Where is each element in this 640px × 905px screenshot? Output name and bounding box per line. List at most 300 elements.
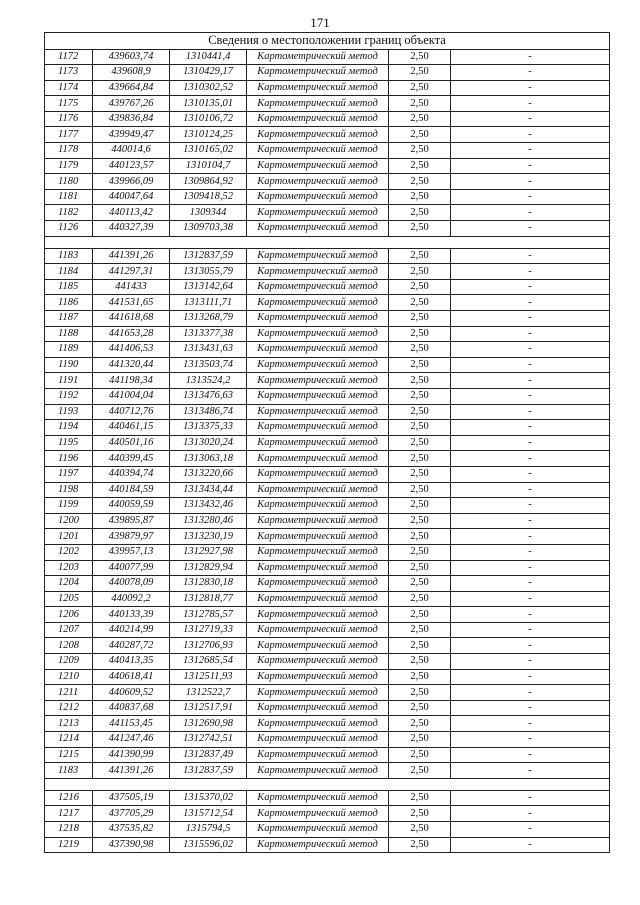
point-number-cell: 1189 [45,342,93,358]
table-row [45,654,610,670]
x-coordinate-cell: 441391,26 [93,763,170,779]
description-cell: - [451,65,610,81]
y-coordinate-cell: 1312830,18 [170,576,247,592]
point-number-cell: 1205 [45,591,93,607]
x-coordinate-cell: 441320,44 [93,357,170,373]
precision-cell: 2,50 [389,513,451,529]
method-cell: Картометрический метод [247,264,389,280]
precision-cell: 2,50 [389,111,451,127]
x-coordinate-cell: 439879,97 [93,529,170,545]
x-coordinate-cell: 441406,53 [93,342,170,358]
y-coordinate-cell: 1309418,52 [170,189,247,205]
table-row [45,221,610,237]
y-coordinate-cell: 1309344 [170,205,247,221]
precision-cell: 2,50 [389,732,451,748]
method-cell: Картометрический метод [247,607,389,623]
point-number-cell: 1219 [45,837,93,853]
point-number-cell: 1209 [45,654,93,670]
point-number-cell: 1204 [45,576,93,592]
x-coordinate-cell: 439603,74 [93,49,170,65]
y-coordinate-cell: 1310104,7 [170,158,247,174]
x-coordinate-cell: 439608,9 [93,65,170,81]
precision-cell: 2,50 [389,295,451,311]
x-coordinate-cell: 440092,2 [93,591,170,607]
table-row [45,747,610,763]
y-coordinate-cell: 1312511,93 [170,669,247,685]
precision-cell: 2,50 [389,716,451,732]
point-number-cell: 1211 [45,685,93,701]
method-cell: Картометрический метод [247,295,389,311]
precision-cell: 2,50 [389,654,451,670]
table-row [45,127,610,143]
point-number-cell: 1218 [45,822,93,838]
point-number-cell: 1212 [45,700,93,716]
method-cell: Картометрический метод [247,451,389,467]
x-coordinate-cell: 439664,84 [93,80,170,96]
precision-cell: 2,50 [389,685,451,701]
method-cell: Картометрический метод [247,221,389,237]
y-coordinate-cell: 1309703,38 [170,221,247,237]
description-cell: - [451,466,610,482]
y-coordinate-cell: 1313063,18 [170,451,247,467]
description-cell: - [451,560,610,576]
group-separator-row [45,778,610,790]
x-coordinate-cell: 440399,45 [93,451,170,467]
point-number-cell: 1206 [45,607,93,623]
y-coordinate-cell: 1313220,66 [170,466,247,482]
table-row [45,326,610,342]
x-coordinate-cell: 441390,99 [93,747,170,763]
y-coordinate-cell: 1313503,74 [170,357,247,373]
table-row [45,205,610,221]
table-row [45,404,610,420]
point-number-cell: 1208 [45,638,93,654]
precision-cell: 2,50 [389,591,451,607]
precision-cell: 2,50 [389,158,451,174]
description-cell: - [451,591,610,607]
method-cell: Картометрический метод [247,747,389,763]
table-row [45,669,610,685]
precision-cell: 2,50 [389,529,451,545]
table-row [45,80,610,96]
precision-cell: 2,50 [389,790,451,806]
point-number-cell: 1188 [45,326,93,342]
point-number-cell: 1198 [45,482,93,498]
y-coordinate-cell: 1312837,49 [170,747,247,763]
point-number-cell: 1217 [45,806,93,822]
point-number-cell: 1178 [45,143,93,159]
precision-cell: 2,50 [389,482,451,498]
y-coordinate-cell: 1310106,72 [170,111,247,127]
precision-cell: 2,50 [389,127,451,143]
table-row [45,111,610,127]
x-coordinate-cell: 441198,34 [93,373,170,389]
method-cell: Картометрический метод [247,669,389,685]
method-cell: Картометрический метод [247,837,389,853]
table-row [45,638,610,654]
x-coordinate-cell: 440413,35 [93,654,170,670]
precision-cell: 2,50 [389,189,451,205]
y-coordinate-cell: 1313055,79 [170,264,247,280]
y-coordinate-cell: 1312719,33 [170,622,247,638]
table-row [45,248,610,264]
description-cell: - [451,435,610,451]
x-coordinate-cell: 440123,57 [93,158,170,174]
y-coordinate-cell: 1315794,5 [170,822,247,838]
table-row [45,529,610,545]
y-coordinate-cell: 1312785,57 [170,607,247,623]
description-cell: - [451,669,610,685]
description-cell: - [451,373,610,389]
table-row [45,837,610,853]
page-number: 171 [310,15,330,30]
table-row [45,342,610,358]
method-cell: Картометрический метод [247,498,389,514]
table-row [45,482,610,498]
method-cell: Картометрический метод [247,466,389,482]
table-row [45,716,610,732]
y-coordinate-cell: 1313280,46 [170,513,247,529]
x-coordinate-cell: 439895,87 [93,513,170,529]
precision-cell: 2,50 [389,80,451,96]
table-row [45,357,610,373]
y-coordinate-cell: 1313377,38 [170,326,247,342]
y-coordinate-cell: 1313431,63 [170,342,247,358]
precision-cell: 2,50 [389,763,451,779]
method-cell: Картометрический метод [247,576,389,592]
point-number-cell: 1195 [45,435,93,451]
description-cell: - [451,451,610,467]
point-number-cell: 1183 [45,763,93,779]
description-cell: - [451,248,610,264]
description-cell: - [451,80,610,96]
point-number-cell: 1179 [45,158,93,174]
description-cell: - [451,576,610,592]
point-number-cell: 1192 [45,388,93,404]
precision-cell: 2,50 [389,451,451,467]
x-coordinate-cell: 440077,99 [93,560,170,576]
y-coordinate-cell: 1313476,63 [170,388,247,404]
y-coordinate-cell: 1310165,02 [170,143,247,159]
method-cell: Картометрический метод [247,342,389,358]
description-cell: - [451,837,610,853]
precision-cell: 2,50 [389,174,451,190]
group-separator-row [45,236,610,248]
point-number-cell: 1210 [45,669,93,685]
point-number-cell: 1203 [45,560,93,576]
precision-cell: 2,50 [389,638,451,654]
precision-cell: 2,50 [389,388,451,404]
method-cell: Картометрический метод [247,622,389,638]
point-number-cell: 1177 [45,127,93,143]
description-cell: - [451,96,610,112]
precision-cell: 2,50 [389,373,451,389]
x-coordinate-cell: 440501,16 [93,435,170,451]
description-cell: - [451,747,610,763]
method-cell: Картометрический метод [247,111,389,127]
point-number-cell: 1180 [45,174,93,190]
method-cell: Картометрический метод [247,482,389,498]
point-number-cell: 1194 [45,420,93,436]
table-row [45,158,610,174]
point-number-cell: 1186 [45,295,93,311]
y-coordinate-cell: 1313230,19 [170,529,247,545]
point-number-cell: 1200 [45,513,93,529]
table-row [45,607,610,623]
method-cell: Картометрический метод [247,529,389,545]
precision-cell: 2,50 [389,143,451,159]
group-separator-cell [45,236,610,248]
y-coordinate-cell: 1312690,98 [170,716,247,732]
table-row [45,700,610,716]
y-coordinate-cell: 1312829,94 [170,560,247,576]
y-coordinate-cell: 1312517,91 [170,700,247,716]
table-row [45,763,610,779]
method-cell: Картометрический метод [247,80,389,96]
y-coordinate-cell: 1310124,25 [170,127,247,143]
description-cell: - [451,822,610,838]
description-cell: - [451,732,610,748]
x-coordinate-cell: 440327,39 [93,221,170,237]
method-cell: Картометрический метод [247,373,389,389]
precision-cell: 2,50 [389,221,451,237]
description-cell: - [451,279,610,295]
table-row [45,189,610,205]
method-cell: Картометрический метод [247,174,389,190]
method-cell: Картометрический метод [247,127,389,143]
table-row [45,388,610,404]
x-coordinate-cell: 440214,99 [93,622,170,638]
description-cell: - [451,498,610,514]
precision-cell: 2,50 [389,311,451,327]
description-cell: - [451,654,610,670]
x-coordinate-cell: 441247,46 [93,732,170,748]
description-cell: - [451,388,610,404]
description-cell: - [451,806,610,822]
method-cell: Картометрический метод [247,822,389,838]
x-coordinate-cell: 441297,31 [93,264,170,280]
method-cell: Картометрический метод [247,357,389,373]
method-cell: Картометрический метод [247,205,389,221]
point-number-cell: 1174 [45,80,93,96]
x-coordinate-cell: 439767,26 [93,96,170,112]
method-cell: Картометрический метод [247,158,389,174]
method-cell: Картометрический метод [247,591,389,607]
method-cell: Картометрический метод [247,716,389,732]
method-cell: Картометрический метод [247,404,389,420]
method-cell: Картометрический метод [247,560,389,576]
y-coordinate-cell: 1312818,77 [170,591,247,607]
method-cell: Картометрический метод [247,732,389,748]
description-cell: - [451,529,610,545]
method-cell: Картометрический метод [247,326,389,342]
table-row [45,466,610,482]
y-coordinate-cell: 1313432,46 [170,498,247,514]
table-row [45,560,610,576]
method-cell: Картометрический метод [247,544,389,560]
table-row [45,65,610,81]
x-coordinate-cell: 439957,13 [93,544,170,560]
method-cell: Картометрический метод [247,248,389,264]
x-coordinate-cell: 440184,59 [93,482,170,498]
precision-cell: 2,50 [389,607,451,623]
precision-cell: 2,50 [389,357,451,373]
x-coordinate-cell: 441004,04 [93,388,170,404]
precision-cell: 2,50 [389,669,451,685]
point-number-cell: 1172 [45,49,93,65]
point-number-cell: 1193 [45,404,93,420]
point-number-cell: 1190 [45,357,93,373]
method-cell: Картометрический метод [247,388,389,404]
y-coordinate-cell: 1313142,64 [170,279,247,295]
precision-cell: 2,50 [389,248,451,264]
point-number-cell: 1187 [45,311,93,327]
precision-cell: 2,50 [389,420,451,436]
table-row [45,451,610,467]
description-cell: - [451,763,610,779]
method-cell: Картометрический метод [247,311,389,327]
description-cell: - [451,513,610,529]
description-cell: - [451,264,610,280]
point-number-cell: 1184 [45,264,93,280]
table-row [45,373,610,389]
table-row [45,311,610,327]
description-cell: - [451,342,610,358]
method-cell: Картометрический метод [247,654,389,670]
description-cell: - [451,544,610,560]
table-row [45,806,610,822]
x-coordinate-cell: 440461,15 [93,420,170,436]
description-cell: - [451,326,610,342]
precision-cell: 2,50 [389,806,451,822]
y-coordinate-cell: 1313020,24 [170,435,247,451]
table-title: Сведения о местоположении границ объекта [45,33,610,50]
method-cell: Картометрический метод [247,790,389,806]
y-coordinate-cell: 1313375,33 [170,420,247,436]
precision-cell: 2,50 [389,822,451,838]
precision-cell: 2,50 [389,279,451,295]
description-cell: - [451,700,610,716]
point-number-cell: 1191 [45,373,93,389]
y-coordinate-cell: 1312742,51 [170,732,247,748]
table-row [45,435,610,451]
table-row [45,295,610,311]
table-row [45,544,610,560]
point-number-cell: 1216 [45,790,93,806]
table-body [45,49,610,853]
description-cell: - [451,221,610,237]
method-cell: Картометрический метод [247,435,389,451]
table-row [45,143,610,159]
precision-cell: 2,50 [389,342,451,358]
precision-cell: 2,50 [389,622,451,638]
description-cell: - [451,357,610,373]
point-number-cell: 1126 [45,221,93,237]
x-coordinate-cell: 440394,74 [93,466,170,482]
method-cell: Картометрический метод [247,279,389,295]
description-cell: - [451,482,610,498]
table-row [45,264,610,280]
y-coordinate-cell: 1312927,98 [170,544,247,560]
point-number-cell: 1175 [45,96,93,112]
precision-cell: 2,50 [389,498,451,514]
table-row [45,790,610,806]
table-row [45,732,610,748]
description-cell: - [451,174,610,190]
table-title-row [45,33,610,50]
x-coordinate-cell: 437390,98 [93,837,170,853]
description-cell: - [451,716,610,732]
x-coordinate-cell: 441618,68 [93,311,170,327]
table-row [45,576,610,592]
x-coordinate-cell: 441531,65 [93,295,170,311]
table-row [45,513,610,529]
method-cell: Картометрический метод [247,143,389,159]
description-cell: - [451,295,610,311]
x-coordinate-cell: 441433 [93,279,170,295]
description-cell: - [451,158,610,174]
precision-cell: 2,50 [389,326,451,342]
y-coordinate-cell: 1315370,02 [170,790,247,806]
precision-cell: 2,50 [389,205,451,221]
point-number-cell: 1197 [45,466,93,482]
x-coordinate-cell: 440078,09 [93,576,170,592]
x-coordinate-cell: 440837,68 [93,700,170,716]
group-separator-cell [45,778,610,790]
method-cell: Картометрический метод [247,513,389,529]
x-coordinate-cell: 441391,26 [93,248,170,264]
y-coordinate-cell: 1312706,93 [170,638,247,654]
point-number-cell: 1207 [45,622,93,638]
precision-cell: 2,50 [389,700,451,716]
table-row [45,96,610,112]
point-number-cell: 1199 [45,498,93,514]
x-coordinate-cell: 440287,72 [93,638,170,654]
table-row [45,498,610,514]
precision-cell: 2,50 [389,49,451,65]
description-cell: - [451,189,610,205]
description-cell: - [451,111,610,127]
description-cell: - [451,622,610,638]
point-number-cell: 1173 [45,65,93,81]
y-coordinate-cell: 1310441,4 [170,49,247,65]
precision-cell: 2,50 [389,264,451,280]
y-coordinate-cell: 1310429,17 [170,65,247,81]
point-number-cell: 1201 [45,529,93,545]
table-row [45,822,610,838]
method-cell: Картометрический метод [247,189,389,205]
description-cell: - [451,205,610,221]
x-coordinate-cell: 439949,47 [93,127,170,143]
table-row [45,622,610,638]
y-coordinate-cell: 1315596,02 [170,837,247,853]
method-cell: Картометрический метод [247,49,389,65]
x-coordinate-cell: 440133,39 [93,607,170,623]
precision-cell: 2,50 [389,435,451,451]
x-coordinate-cell: 441153,45 [93,716,170,732]
method-cell: Картометрический метод [247,763,389,779]
description-cell: - [451,49,610,65]
point-number-cell: 1176 [45,111,93,127]
precision-cell: 2,50 [389,747,451,763]
method-cell: Картометрический метод [247,685,389,701]
precision-cell: 2,50 [389,837,451,853]
x-coordinate-cell: 439836,84 [93,111,170,127]
x-coordinate-cell: 437505,19 [93,790,170,806]
method-cell: Картометрический метод [247,806,389,822]
x-coordinate-cell: 437705,29 [93,806,170,822]
point-number-cell: 1182 [45,205,93,221]
